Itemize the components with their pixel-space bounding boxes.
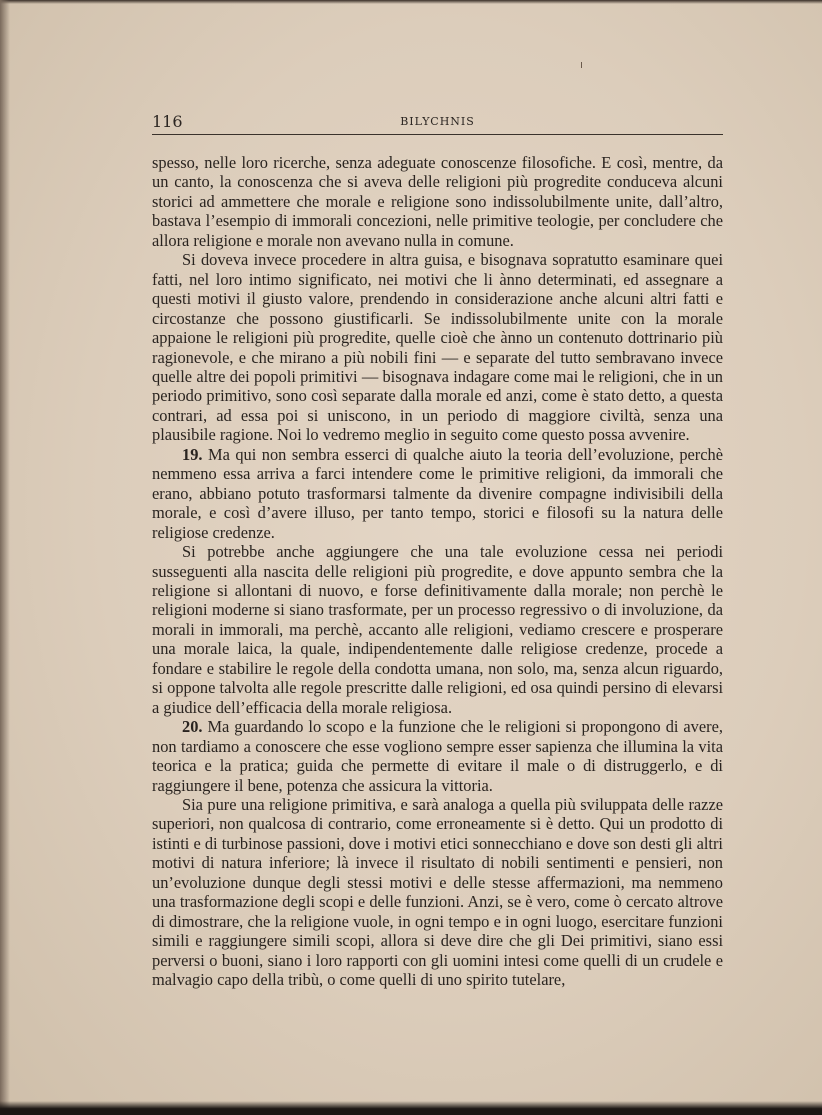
paragraph-text: Ma qui non sembra esserci di qualche aiuto la teoria dell’evoluzione, perchè nemmeno essa arriva a farci intendere come le primitive religioni, da immorali che erano, abbiano potuto trasformarsi talmente da divenire compagne indivisibili della morale, e così d’avere illuso, per tanto tempo, storici e filosofi su la natura delle religiose credenze. bbox=[152, 444, 723, 542]
paragraph-text: Si potrebbe anche aggiungere che una tale evoluzione cessa nei periodi susseguenti alla nascita delle religioni più progredite, e dove appunto sembra che la religione si allontani di nuovo, e forse definitivamente dalla morale; non perchè le religioni moderne si siano trasformate, per un processo regressivo o di involuzione, da morali in immorali, ma perchè, accanto alle religioni, vediamo crescere e prosperare una morale laica, la quale, indipendentemente dalle religiose credenze, procede a fondare e stabilire le regole della condotta umana, non solo, ma, senza alcun riguardo, si oppone talvolta alle regole prescritte dalle religioni, ed osa quindi persino di elevarsi a giudice dell’efficacia della morale religiosa. bbox=[152, 542, 723, 717]
page-number: 116 bbox=[152, 112, 183, 131]
paper-speck bbox=[581, 62, 582, 68]
section-number: 20. bbox=[182, 717, 203, 737]
paragraph bbox=[152, 250, 723, 445]
running-head bbox=[152, 112, 723, 134]
section-number: 19. bbox=[182, 444, 203, 464]
paragraph bbox=[152, 153, 723, 250]
page-bottom-edge bbox=[0, 1101, 822, 1115]
page-top-edge bbox=[0, 0, 822, 4]
journal-title: BILYCHNIS bbox=[400, 115, 475, 128]
paragraph-text: spesso, nelle loro ricerche, senza adeguate conoscenze filosofiche. E così, mentre, da un canto, la conoscenza che si aveva delle religioni più progredite conduceva alcuni storici ad ammettere che morale e religione sono indissolubilmente unite, dall’altro, bastava l’esempio di immorali concezioni, nelle primitive teologie, per concludere che allora religione e morale non avevano nulla in comune. bbox=[152, 153, 723, 250]
paragraph-text: Sia pure una religione primitiva, e sarà analoga a quella più sviluppata delle razze superiori, non qualcosa di contrario, come erroneamente si è detto. Qui un prodotto di istinti e di turbinose passioni, dove i motivi etici sonnecchiano e dove son desti gli altri motivi di natura inferiore; là invece il risultato di nobili sentimenti e pensieri, non un’evoluzione dunque degli stessi motivi e delle stesse affermazioni, ma nemmeno una trasformazione degli scopi e delle funzioni. Anzi, se è vero, come ò cercato altrove di dimostrare, che la religione vuole, in ogni tempo e in ogni luogo, esercitare funzioni simili e raggiungere simili scopi, allora si deve dire che gli Dei primitivi, siano essi perversi o buoni, siano i loro rapporti con gli uomini intesi come quelli di un crudele e malvagio capo della tribù, o come quelli di uno spirito tutelare, bbox=[152, 794, 723, 990]
paragraph bbox=[152, 542, 723, 717]
paragraph-text: Ma guardando lo scopo e la funzione che le religioni si propongono di avere, non tardiamo a conoscere che esse vogliono sempre esser sapienza che illumina la vita teorica e la pratica; guida che permette di evitare il male o di distruggerlo, e di raggiungere il bene, potenza che assicura la vittoria. bbox=[152, 717, 723, 795]
paragraph bbox=[152, 795, 723, 990]
body-text bbox=[152, 153, 723, 989]
paragraph bbox=[152, 717, 723, 795]
header-rule bbox=[152, 134, 723, 135]
page-left-edge bbox=[0, 0, 10, 1115]
paragraph bbox=[152, 445, 723, 542]
paragraph-text: Si doveva invece procedere in altra guisa, e bisognava sopratutto esaminare quei fatti, nel loro intimo significato, nei motivi che li ànno determinati, ed assegnare a questi motivi il giusto valore, prendendo in considerazione anche alcuni altri fatti e circostanze che possono giustificarli. Se indissolubilmente unite con la morale appaione le religioni più progredite, quelle cioè che ànno un contenuto dottrinario più ragionevole, e che mirano a più nobili fini — e separate del tutto sembravano invece quelle altre dei popoli primitivi — bisognava indagare come mai le religioni, che in un periodo primitivo, sono così separate dalla morale ed anzi, come è stato detto, a questa contrari, ad essa poi si uniscono, in un periodo di maggiore civiltà, senza una plausibile ragione. Noi lo vedremo meglio in seguito come questo possa avvenire. bbox=[152, 250, 723, 445]
